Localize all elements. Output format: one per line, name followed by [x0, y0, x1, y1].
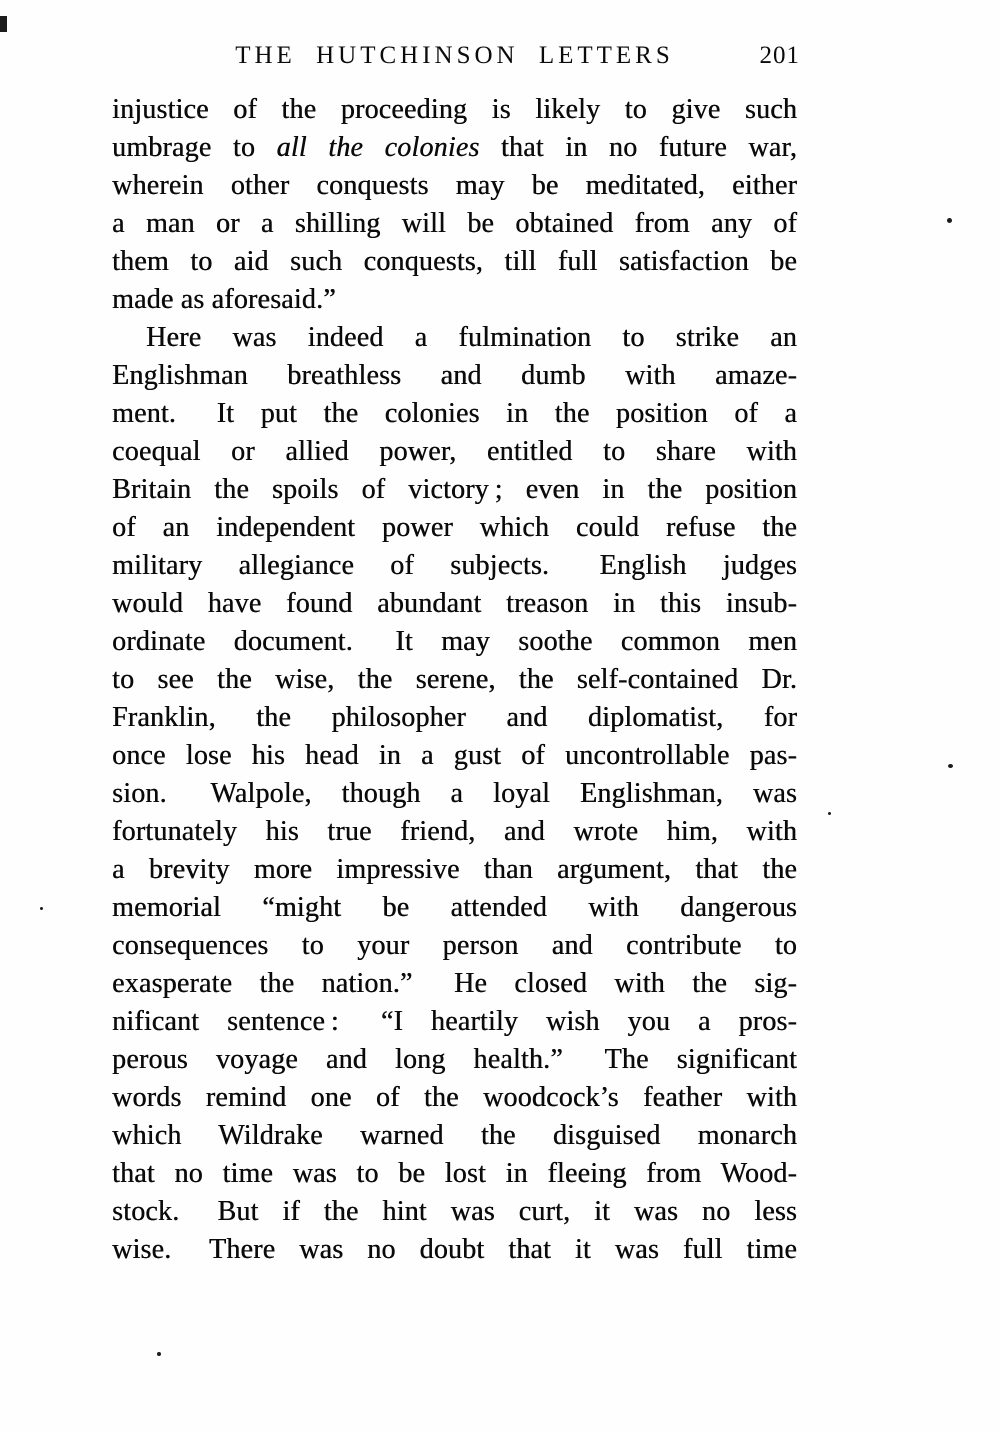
paragraph: [112, 91, 797, 319]
text-segment: exasperate the nation.” He closed with the sig-: [112, 968, 797, 999]
text-segment: of an independent power which could refuse the: [112, 512, 797, 543]
paragraph: [112, 319, 797, 1269]
text-segment: to see the wise, the serene, the self-contained Dr.: [112, 664, 797, 695]
scan-artifact: [0, 16, 7, 32]
scan-artifact: [157, 1352, 161, 1356]
text-segment: Here was indeed a fulmination to strike an: [146, 322, 797, 353]
text-segment: stock. But if the hint was curt, it was no less: [112, 1196, 797, 1227]
text-line: [112, 737, 797, 775]
text-segment: umbrage to: [112, 132, 277, 163]
text-line: [112, 623, 797, 661]
text-line: [112, 927, 797, 965]
text-segment: injustice of the proceeding is likely to give such: [112, 94, 797, 125]
text-line: [112, 129, 797, 167]
text-segment: that no time was to be lost in fleeing from Wood-: [112, 1158, 797, 1189]
text-line: [112, 243, 797, 281]
text-segment: wise. There was no doubt that it was full time: [112, 1234, 797, 1265]
text-line: [112, 395, 797, 433]
text-line: [112, 889, 797, 927]
scan-artifact: [40, 907, 43, 910]
text-segment: consequences to your person and contribute to: [112, 930, 797, 961]
text-line: [112, 547, 797, 585]
text-segment: memorial “might be attended with dangerous: [112, 892, 797, 923]
text-segment: Englishman breathless and dumb with amaze-: [112, 360, 797, 391]
text-segment: a man or a shilling will be obtained from any of: [112, 208, 797, 239]
scan-artifact: [828, 812, 831, 815]
text-line: [112, 1231, 797, 1269]
text-segment: ordinate document. It may soothe common men: [112, 626, 797, 657]
text-line: [112, 813, 797, 851]
text-line: [112, 661, 797, 699]
text-segment: made as aforesaid.”: [112, 284, 336, 315]
page-body: [112, 91, 797, 1269]
page-number: 201: [759, 42, 800, 69]
text-line: [112, 509, 797, 547]
text-segment: would have found abundant treason in this insub-: [112, 588, 797, 619]
text-segment: nificant sentence : “I heartily wish you a pros-: [112, 1006, 797, 1037]
text-segment: military allegiance of subjects. English judges: [112, 550, 797, 581]
text-line: [112, 1193, 797, 1231]
text-segment: words remind one of the woodcock’s feather with: [112, 1082, 797, 1113]
text-segment: a brevity more impressive than argument, that the: [112, 854, 797, 885]
text-line: [112, 1041, 797, 1079]
text-line: [112, 1155, 797, 1193]
text-segment: them to aid such conquests, till full satisfaction be: [112, 246, 797, 277]
italic-text-segment: all the colonies: [276, 132, 480, 163]
text-line: [112, 851, 797, 889]
text-line: [112, 699, 797, 737]
text-segment: which Wildrake warned the disguised monarch: [112, 1120, 797, 1151]
text-segment: perous voyage and long health.” The significant: [112, 1044, 797, 1075]
text-segment: ment. It put the colonies in the position of a: [112, 398, 797, 429]
running-title: THE HUTCHINSON LETTERS: [235, 42, 674, 69]
text-line: [112, 585, 797, 623]
text-line: [112, 471, 797, 509]
text-segment: fortunately his true friend, and wrote him, with: [112, 816, 797, 847]
text-segment: wherein other conquests may be meditated, either: [112, 170, 797, 201]
text-line: [112, 319, 797, 357]
text-line: [112, 167, 797, 205]
text-line: [112, 205, 797, 243]
text-segment: sion. Walpole, though a loyal Englishman, was: [112, 778, 797, 809]
scan-artifact: [948, 764, 953, 768]
text-line: [112, 1117, 797, 1155]
text-segment: Franklin, the philosopher and diplomatist, for: [112, 702, 797, 733]
text-line: [112, 281, 797, 319]
text-line: [112, 357, 797, 395]
text-line: [112, 965, 797, 1003]
scan-artifact: [947, 218, 952, 223]
text-segment: once lose his head in a gust of uncontrollable pas-: [112, 740, 797, 771]
text-line: [112, 775, 797, 813]
text-segment: that in no future war,: [479, 132, 797, 163]
text-line: [112, 91, 797, 129]
page-header: [112, 42, 800, 74]
text-line: [112, 1079, 797, 1117]
text-segment: coequal or allied power, entitled to share with: [112, 436, 797, 467]
text-segment: Britain the spoils of victory ; even in the position: [112, 474, 797, 505]
text-line: [112, 433, 797, 471]
text-line: [112, 1003, 797, 1041]
